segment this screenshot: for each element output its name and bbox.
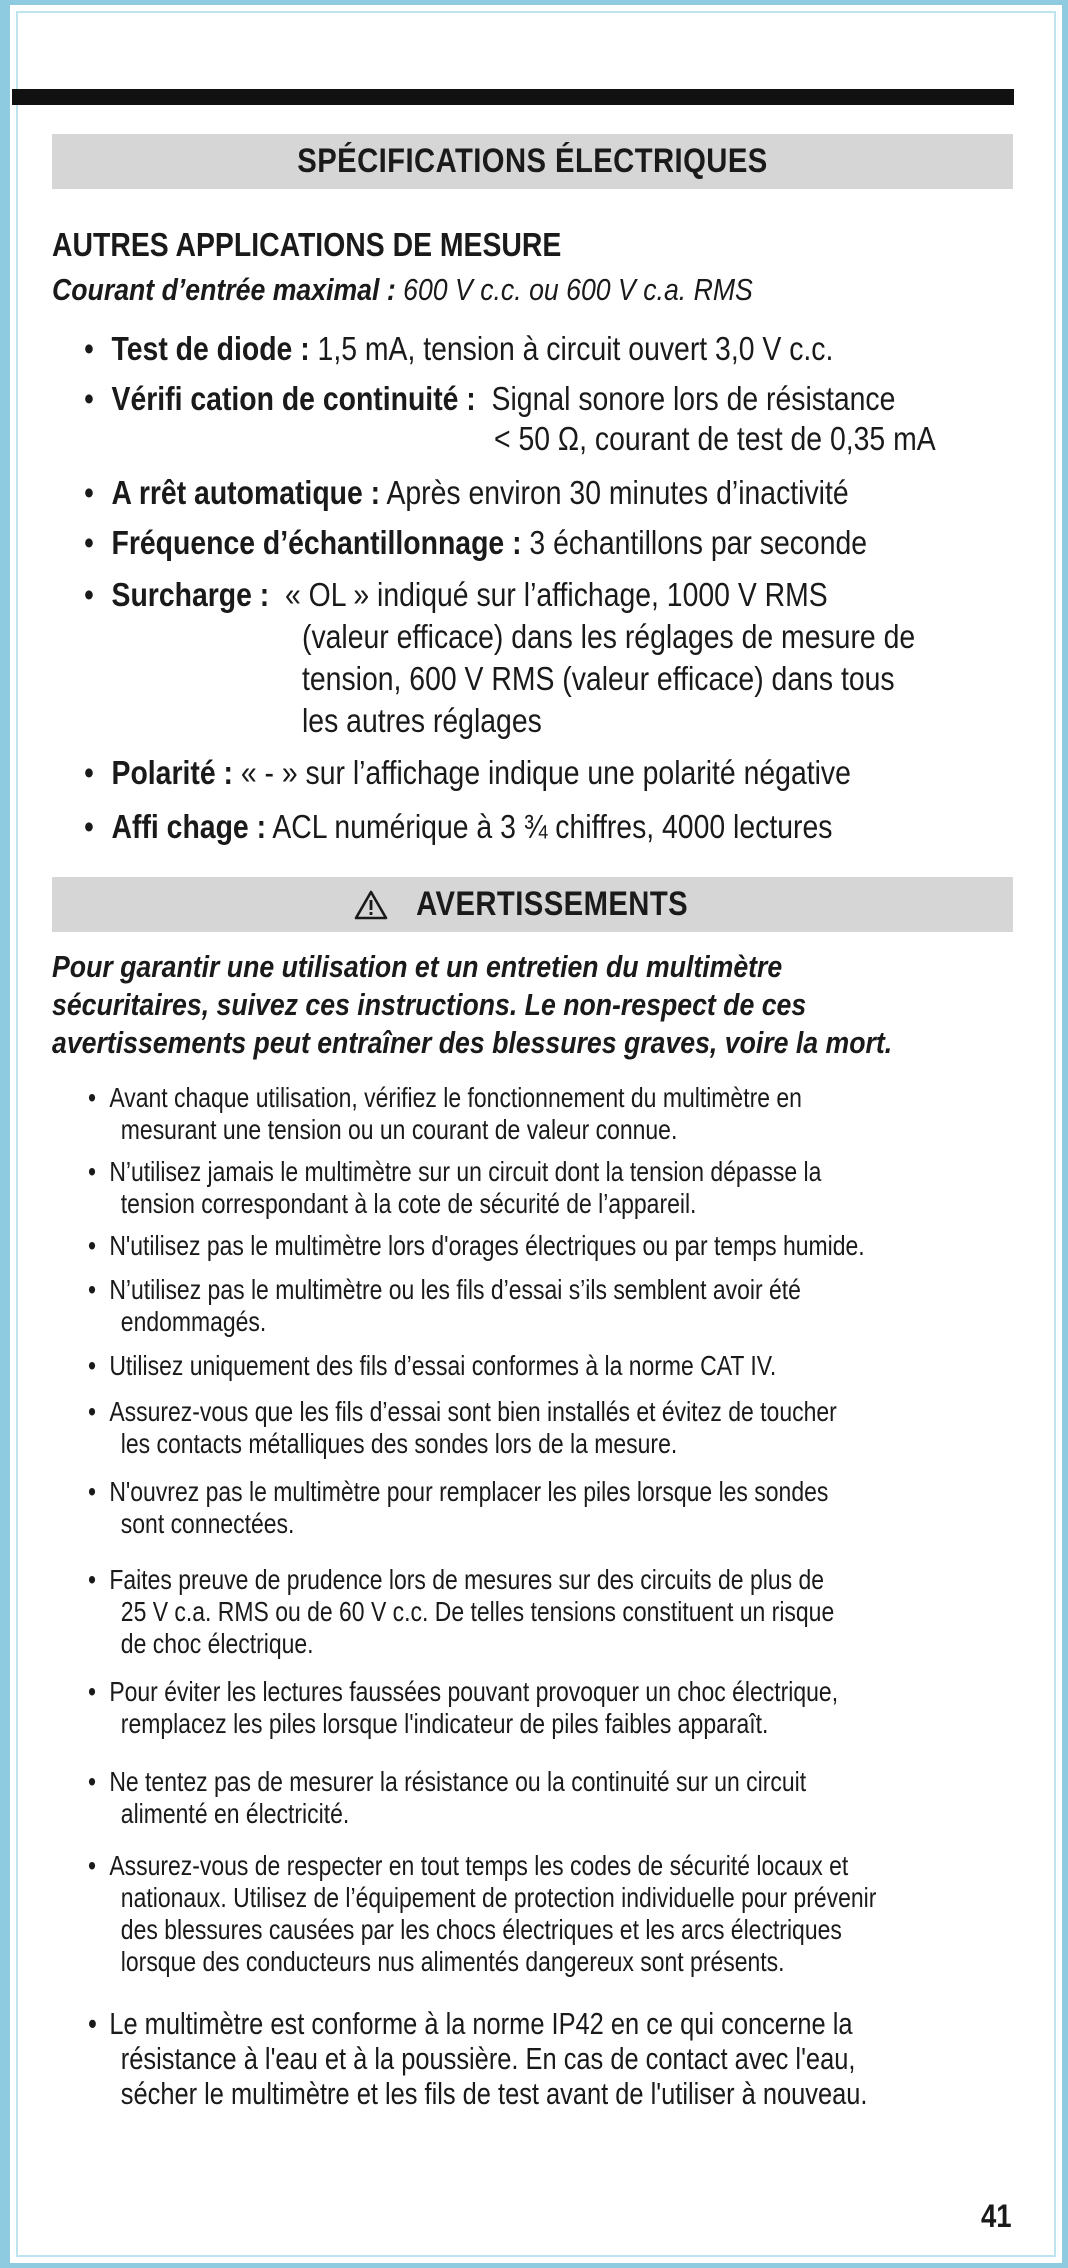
- spec-label: Fréquence d’échantillonnage :: [111, 524, 522, 561]
- warning-item: [88, 2006, 867, 2111]
- warning-line: Le multimètre est conforme à la norme IP42 en ce qui concerne la: [109, 2006, 853, 2041]
- warning-line: N’utilisez jamais le multimètre sur un circuit dont la tension dépasse la: [109, 1156, 822, 1187]
- spec-overload-line4: les autres réglages: [302, 702, 542, 739]
- warning-line: résistance à l'eau et à la poussière. En cas de contact avec l'eau,: [120, 2041, 856, 2076]
- warning-item: [88, 1230, 865, 1262]
- warning-item: [88, 1476, 828, 1540]
- warning-item: [88, 1350, 776, 1382]
- spec-value: « OL » indiqué sur l’affichage, 1000 V RMS: [285, 576, 828, 613]
- warnings-intro-line: avertissements peut entraîner des blessures graves, voire la mort.: [52, 1025, 893, 1060]
- page-number: 41: [981, 2198, 1012, 2234]
- bullet: •: [84, 474, 94, 511]
- spec-continuity-line2: < 50 Ω, courant de test de 0,35 mA: [494, 420, 936, 457]
- bullet: •: [84, 576, 94, 613]
- warnings-intro: [52, 948, 892, 1062]
- spec-value: Après environ 30 minutes d’inactivité: [386, 474, 849, 511]
- max-input-line: [52, 272, 753, 308]
- warning-line: sécher le multimètre et les fils de test avant de l'utiliser à nouveau.: [120, 2076, 868, 2111]
- bullet: •: [88, 1850, 97, 1881]
- top-rule: [12, 89, 1014, 105]
- bullet: •: [88, 1156, 97, 1187]
- warning-line: sont connectées.: [120, 1508, 295, 1539]
- spec-value: 3 échantillons par seconde: [529, 524, 868, 561]
- warning-item: [88, 1156, 821, 1220]
- warnings-intro-line: Pour garantir une utilisation et un entretien du multimètre: [52, 949, 783, 984]
- warning-line: Utilisez uniquement des fils d’essai conformes à la norme CAT IV.: [109, 1350, 777, 1381]
- warning-line: Ne tentez pas de mesurer la résistance ou la continuité sur un circuit: [109, 1766, 807, 1797]
- warning-line: lorsque des conducteurs nus alimentés dangereux sont présents.: [120, 1946, 785, 1977]
- bullet: •: [84, 330, 94, 367]
- warning-line: alimenté en électricité.: [120, 1798, 350, 1829]
- spec-label: Test de diode :: [111, 330, 310, 367]
- warning-line: des blessures causées par les chocs électriques et les arcs électriques: [120, 1914, 842, 1945]
- warning-triangle-icon: [354, 890, 388, 920]
- warning-item: [88, 1766, 806, 1830]
- bullet: •: [88, 1476, 97, 1507]
- bullet: •: [88, 1230, 97, 1261]
- spec-overload-line2: (valeur efficace) dans les réglages de mesure de: [302, 618, 916, 655]
- warning-line: endommagés.: [120, 1306, 267, 1337]
- warning-line: mesurant une tension ou un courant de valeur connue.: [120, 1114, 678, 1145]
- warning-line: Avant chaque utilisation, vérifiez le fonctionnement du multimètre en: [109, 1082, 802, 1113]
- warning-line: Pour éviter les lectures faussées pouvant provoquer un choc électrique,: [109, 1676, 839, 1707]
- electrical-specs-header: [52, 134, 1013, 189]
- warnings-intro-line: sécuritaires, suivez ces instructions. Le non-respect de ces: [52, 987, 807, 1022]
- max-input-value: 600 V c.c. ou 600 V c.a. RMS: [403, 272, 753, 307]
- warning-line: 25 V c.a. RMS ou de 60 V c.c. De telles tensions constituent un risque: [120, 1596, 835, 1627]
- bullet: •: [84, 808, 94, 845]
- warning-item: [88, 1564, 834, 1660]
- warning-item: [88, 1676, 838, 1740]
- spec-label: Vérifi cation de continuité :: [111, 380, 476, 417]
- warning-line: Assurez-vous de respecter en tout temps les codes de sécurité locaux et: [109, 1850, 849, 1881]
- warning-line: les contacts métalliques des sondes lors de la mesure.: [120, 1428, 678, 1459]
- other-applications-title: AUTRES APPLICATIONS DE MESURE: [52, 226, 562, 263]
- warning-item: [88, 1274, 801, 1338]
- spec-label: A rrêt automatique :: [111, 474, 381, 511]
- warning-line: remplacez les piles lorsque l'indicateur de piles faibles apparaît.: [120, 1708, 769, 1739]
- warnings-header: [52, 877, 1013, 932]
- bullet: •: [88, 1396, 97, 1427]
- warning-item: [88, 1082, 802, 1146]
- spec-overload-line3: tension, 600 V RMS (valeur efficace) dans tous: [302, 660, 895, 697]
- warning-item: [88, 1850, 876, 1978]
- warning-line: tension correspondant à la cote de sécurité de l’appareil.: [120, 1188, 697, 1219]
- spec-label: Surcharge :: [111, 576, 270, 613]
- spec-value: 1,5 mA, tension à circuit ouvert 3,0 V c.c.: [317, 330, 834, 367]
- bullet: •: [84, 524, 94, 561]
- bullet: •: [88, 1350, 97, 1381]
- max-input-label: Courant d’entrée maximal :: [52, 272, 396, 307]
- warnings-title: AVERTISSEMENTS: [416, 885, 689, 923]
- warning-line: Faites preuve de prudence lors de mesures sur des circuits de plus de: [109, 1564, 825, 1595]
- bullet: •: [84, 754, 94, 791]
- spec-value: ACL numérique à 3 ¾ chiffres, 4000 lectures: [272, 808, 833, 845]
- spec-value: « - » sur l’affichage indique une polarité négative: [240, 754, 851, 791]
- electrical-specs-title: SPÉCIFICATIONS ÉLECTRIQUES: [297, 142, 768, 180]
- warning-line: N'ouvrez pas le multimètre pour remplacer les piles lorsque les sondes: [109, 1476, 829, 1507]
- bullet: •: [88, 2006, 97, 2041]
- bullet: •: [84, 380, 94, 417]
- warning-line: N'utilisez pas le multimètre lors d'orages électriques ou par temps humide.: [109, 1230, 865, 1261]
- bullet: •: [88, 1676, 97, 1707]
- warning-line: de choc électrique.: [120, 1628, 314, 1659]
- bullet: •: [88, 1564, 97, 1595]
- bullet: •: [88, 1082, 97, 1113]
- bullet: •: [88, 1274, 97, 1305]
- spec-label: Polarité :: [111, 754, 233, 791]
- warning-item: [88, 1396, 837, 1460]
- spec-label: Affi chage :: [111, 808, 267, 845]
- warning-line: Assurez-vous que les fils d’essai sont bien installés et évitez de toucher: [109, 1396, 837, 1427]
- spec-value: Signal sonore lors de résistance: [491, 380, 896, 417]
- warning-line: N’utilisez pas le multimètre ou les fils d’essai s’ils semblent avoir été: [109, 1274, 801, 1305]
- warning-line: nationaux. Utilisez de l’équipement de protection individuelle pour prévenir: [120, 1882, 877, 1913]
- bullet: •: [88, 1766, 97, 1797]
